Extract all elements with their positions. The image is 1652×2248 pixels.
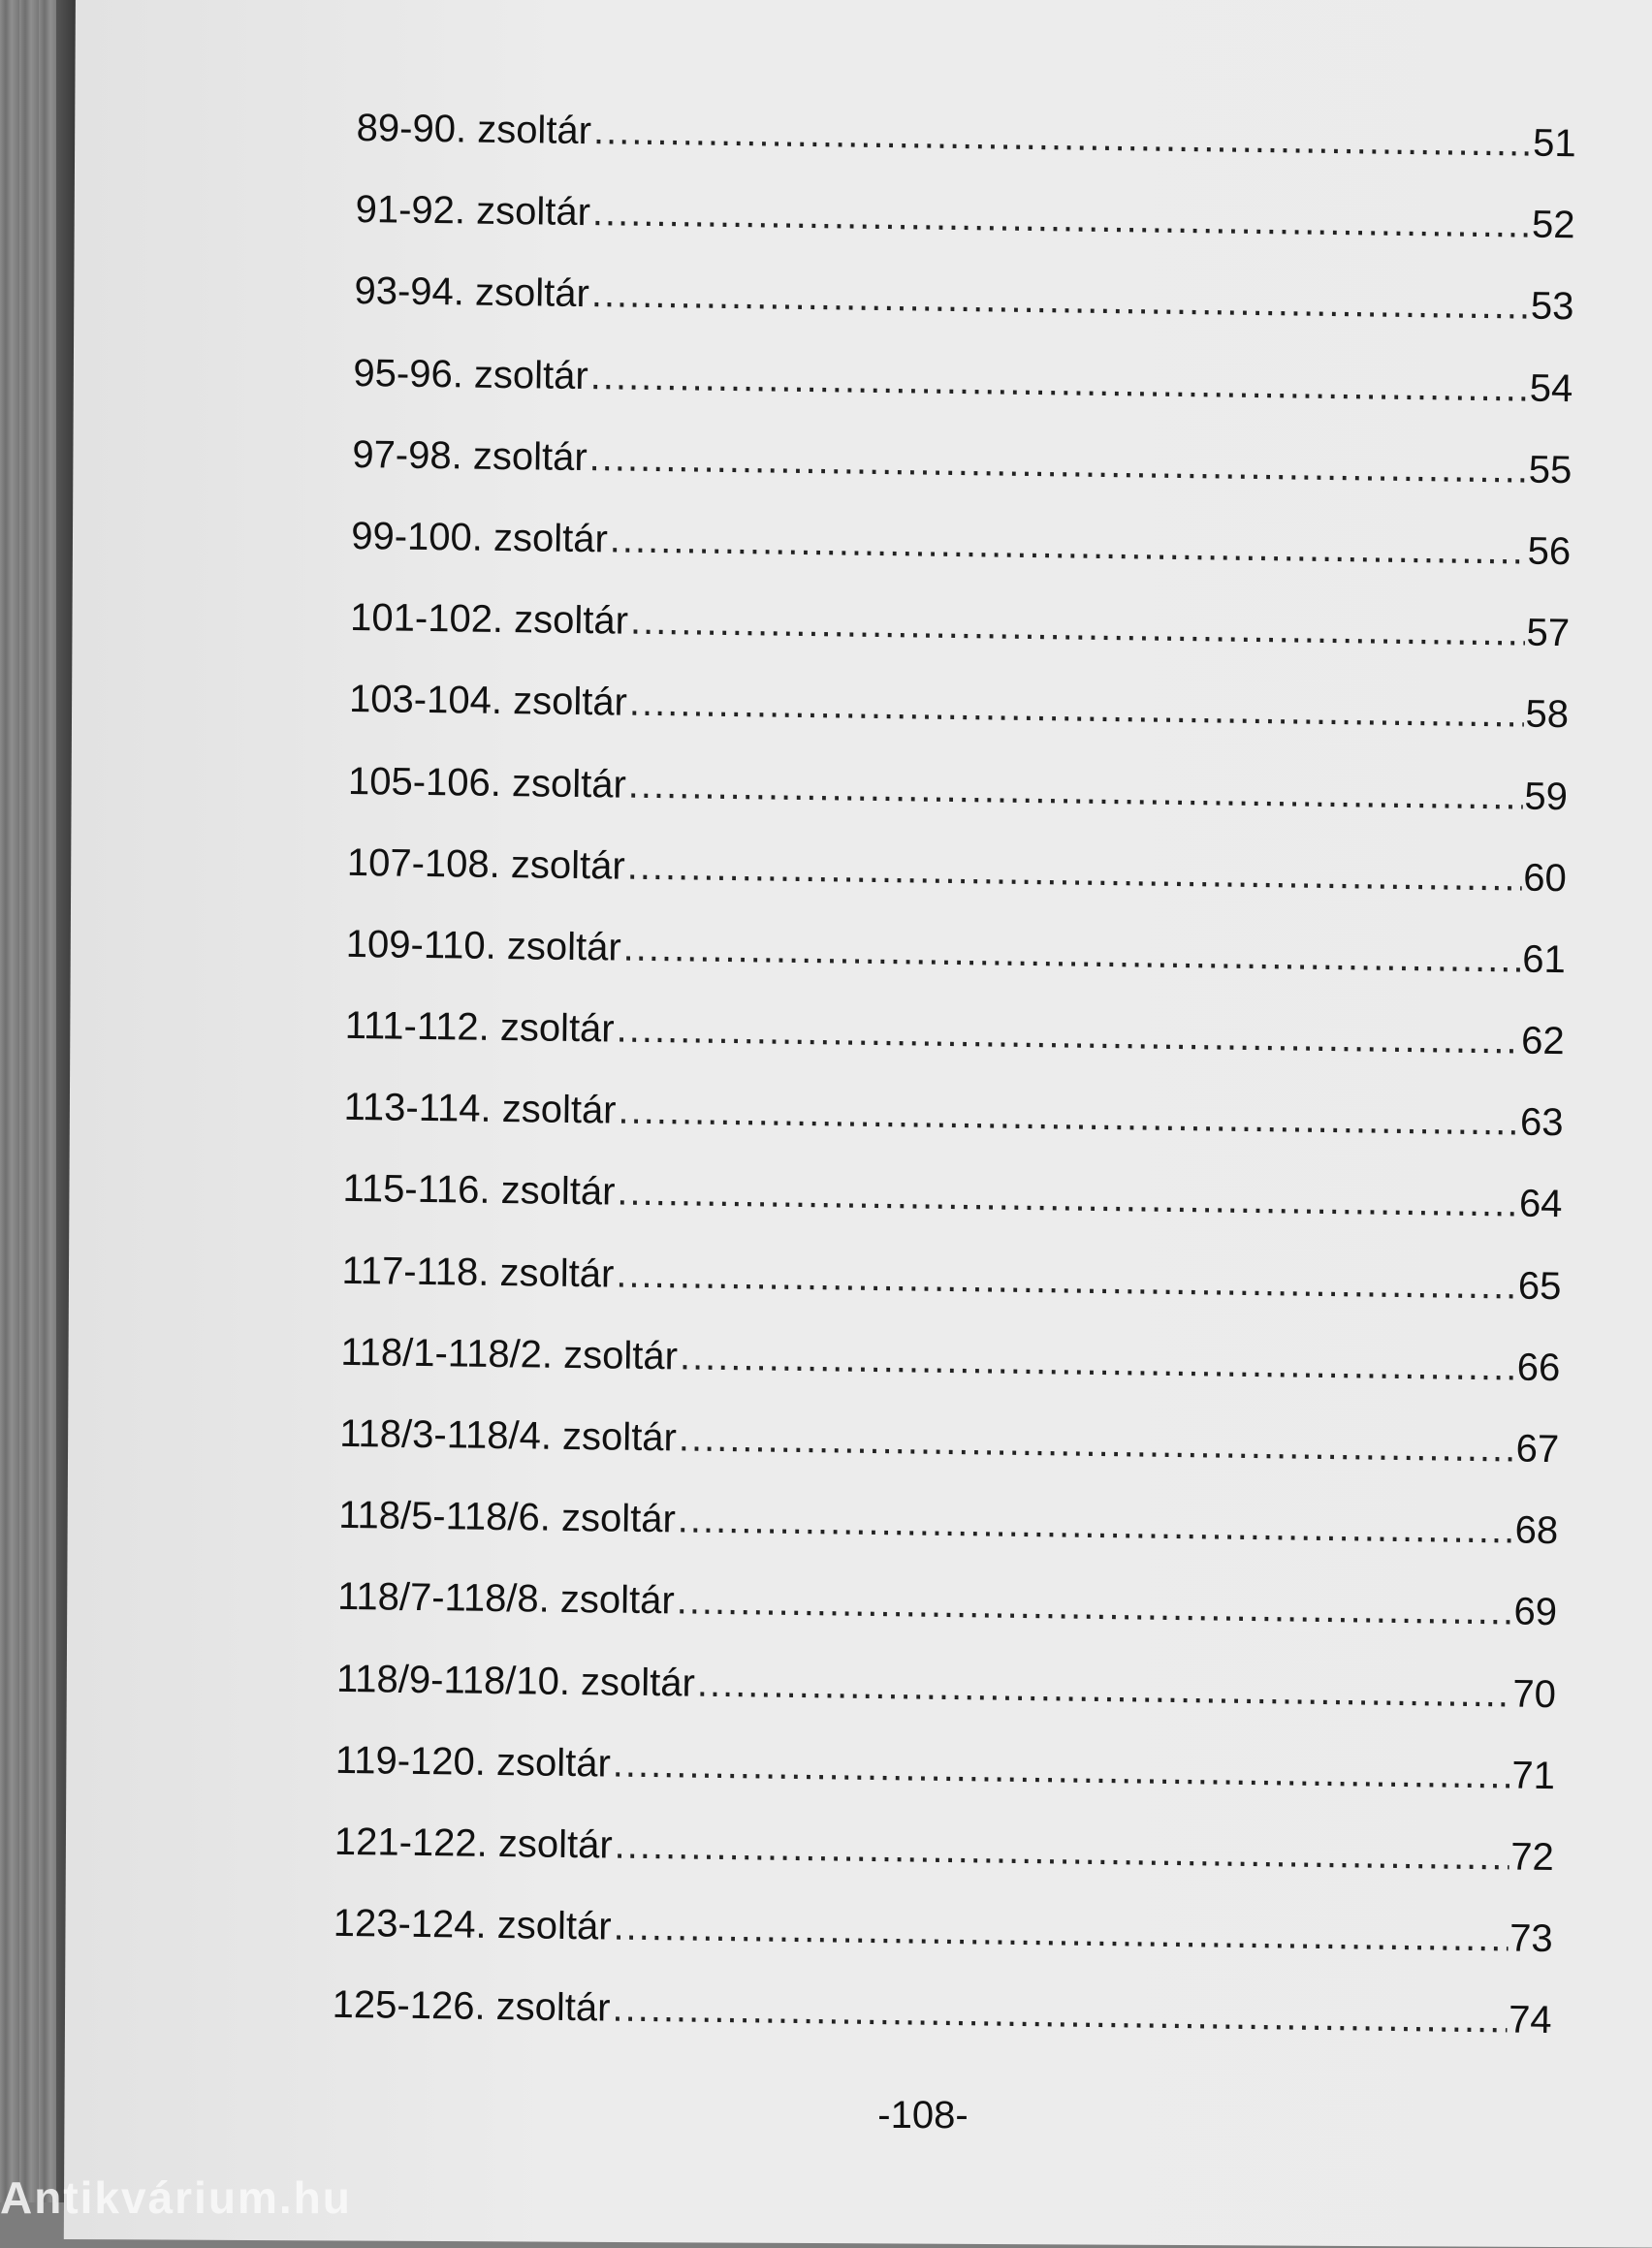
toc-entry-page: 53 [1530, 285, 1574, 329]
toc-entry-page: 59 [1524, 775, 1569, 818]
toc-entry [356, 107, 1576, 204]
toc-entry-page: 63 [1519, 1100, 1564, 1145]
toc-entry-title: 118/3-118/4. zsoltár [339, 1411, 678, 1460]
toc-entry [343, 1086, 1564, 1183]
toc-entry-page: 70 [1512, 1672, 1557, 1716]
toc-entry [333, 1902, 1553, 1999]
toc-entry-page: 61 [1521, 937, 1567, 982]
toc-entry-page: 57 [1526, 611, 1571, 655]
toc-entry-page: 69 [1513, 1590, 1558, 1634]
toc-entry-page: 66 [1516, 1346, 1561, 1389]
toc-entry-page: 52 [1531, 203, 1575, 247]
toc-entry [339, 1412, 1560, 1509]
toc-entry [350, 515, 1571, 612]
toc-entry [349, 596, 1570, 693]
toc-entry-page: 55 [1528, 448, 1573, 491]
toc-entry [341, 1250, 1562, 1346]
toc-entry-title: 111-112. zsoltár [344, 1003, 615, 1051]
toc-entry [332, 1983, 1552, 2080]
dot-leader [697, 1662, 1511, 1716]
toc-entry-title: 105-106. zsoltár [347, 759, 627, 807]
toc-entry-title: 123-124. zsoltár [333, 1901, 612, 1948]
toc-entry-title: 97-98. zsoltár [352, 432, 588, 479]
toc-entry-title: 118/9-118/10. zsoltár [335, 1657, 696, 1705]
watermark: Antikvárium.hu [0, 2172, 352, 2223]
toc-entry-title: 113-114. zsoltár [343, 1086, 617, 1132]
toc-entry-title: 91-92. zsoltár [355, 188, 591, 235]
toc-entry-page: 54 [1529, 366, 1573, 410]
toc-entry [342, 1167, 1563, 1264]
toc-entry-title: 99-100. zsoltár [350, 514, 609, 561]
toc-entry-page: 73 [1509, 1916, 1553, 1961]
toc-entry-title: 125-126. zsoltár [332, 1983, 611, 2030]
toc-entry [355, 188, 1575, 285]
toc-entry-page: 51 [1532, 121, 1576, 166]
toc-entry [354, 269, 1574, 366]
toc-entry [347, 759, 1568, 856]
toc-entry [340, 1331, 1561, 1428]
toc-entry [334, 1739, 1555, 1836]
toc-entry-title: 118/7-118/8. zsoltár [336, 1575, 676, 1623]
table-of-contents [332, 107, 1576, 2081]
toc-entry-title: 93-94. zsoltár [354, 269, 590, 316]
toc-entry-page: 65 [1517, 1264, 1562, 1308]
toc-entry-page: 60 [1523, 856, 1568, 900]
toc-entry-page: 56 [1527, 529, 1572, 574]
toc-entry-title: 119-120. zsoltár [334, 1738, 612, 1786]
toc-entry [348, 678, 1569, 775]
toc-entry-title: 109-110. zsoltár [345, 922, 621, 969]
toc-entry-page: 68 [1514, 1508, 1559, 1553]
toc-entry [353, 352, 1573, 449]
toc-entry-page: 58 [1525, 692, 1570, 737]
page-number: -108- [877, 2094, 969, 2137]
toc-entry [336, 1575, 1557, 1672]
toc-entry-page: 74 [1508, 1998, 1552, 2042]
toc-entry-title: 117-118. zsoltár [341, 1249, 615, 1296]
toc-entry [335, 1657, 1556, 1754]
toc-entry-page: 72 [1509, 1835, 1555, 1880]
toc-entry [345, 923, 1566, 1020]
toc-entry [337, 1494, 1558, 1591]
toc-entry-page: 71 [1511, 1754, 1556, 1797]
toc-entry [334, 1821, 1554, 1917]
toc-entry-page: 67 [1515, 1427, 1560, 1472]
toc-entry-title: 89-90. zsoltár [356, 107, 592, 153]
toc-entry-title: 95-96. zsoltár [353, 351, 589, 397]
toc-entry-title: 107-108. zsoltár [346, 840, 626, 888]
toc-entry [346, 841, 1567, 938]
toc-entry [352, 433, 1573, 530]
toc-entry-title: 101-102. zsoltár [349, 596, 629, 643]
toc-entry-page: 62 [1520, 1019, 1565, 1063]
toc-entry-title: 118/5-118/6. zsoltár [337, 1494, 677, 1541]
toc-entry-title: 118/1-118/2. zsoltár [340, 1330, 679, 1378]
toc-entry-title: 115-116. zsoltár [342, 1167, 616, 1214]
toc-entry-title: 121-122. zsoltár [334, 1820, 613, 1867]
toc-entry-title: 103-104. zsoltár [348, 678, 628, 724]
toc-entry-page: 64 [1518, 1183, 1563, 1226]
toc-entry [344, 1004, 1565, 1101]
